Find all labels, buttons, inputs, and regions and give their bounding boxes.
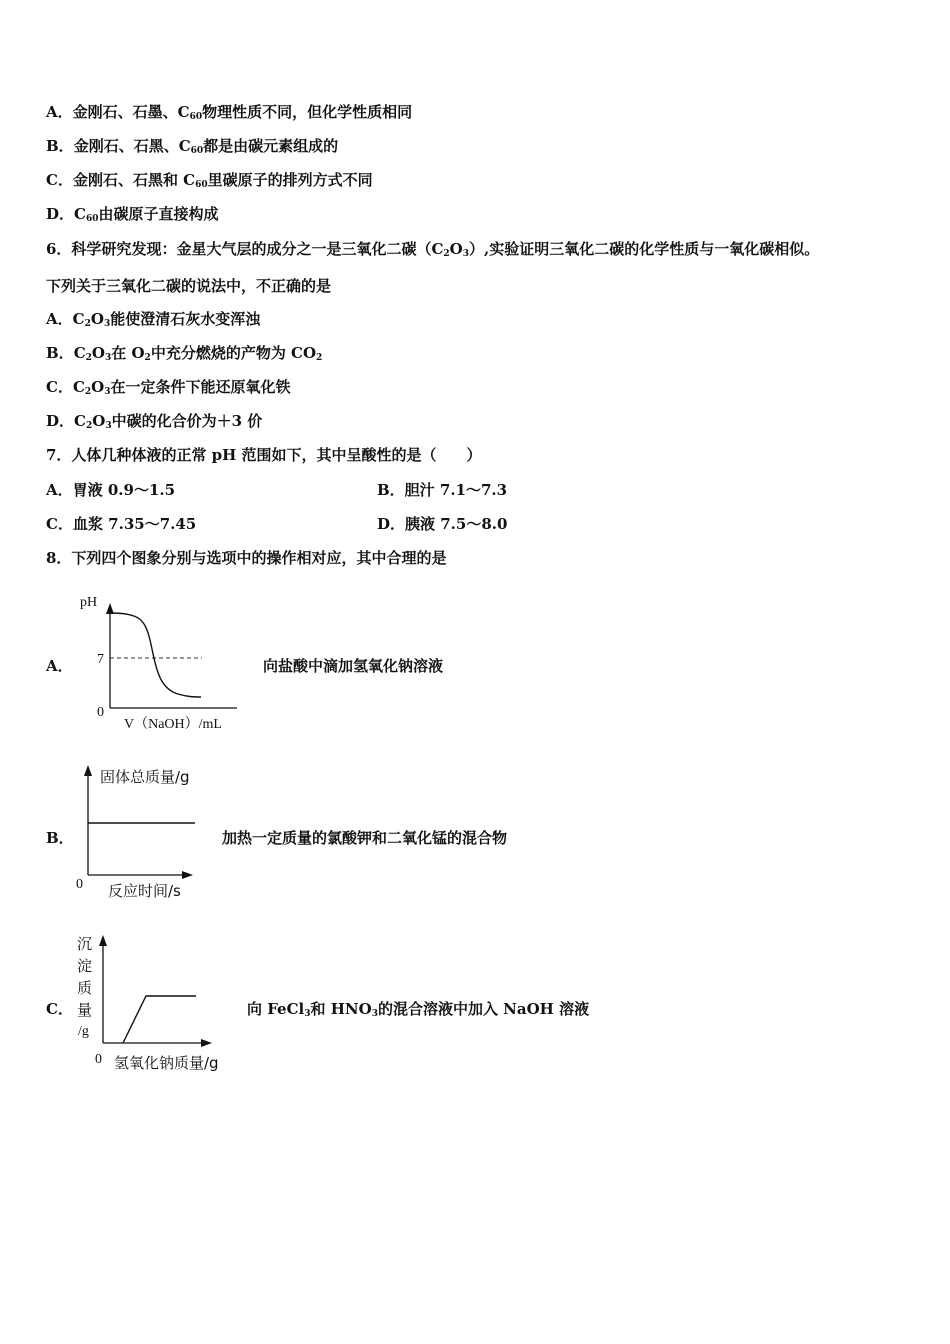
graph-a-origin: 0 — [97, 705, 104, 720]
graph-a-y-label: pH — [80, 595, 98, 610]
q6-option-d: D．$C_2O_3$中碳的化合价为＋3 价 — [46, 412, 263, 431]
q8-stem: 8．下列四个图象分别与选项中的操作相对应，其中合理的是 — [46, 549, 447, 567]
graph-a-tick-7: 7 — [97, 652, 104, 667]
graph-c-y-label-char: 淀 — [77, 957, 93, 975]
q6-stem: 6．科学研究发现：金星大气层的成分之一是三氧化二碳$(C_2O_3)$,实验证明三氧化二碳的化学性质与一氧化碳相似。 — [46, 240, 820, 259]
q7-option-a: A．胃液 0.9～1.5 — [46, 481, 176, 499]
graph-b-y-label: 固体总质量/g — [100, 768, 190, 786]
q8-option-a-label: A． — [46, 657, 73, 675]
q6-option-c: C．$C_2O_3$在一定条件下能还原氧化铁 — [46, 378, 291, 397]
graph-a-x-label: V（NaOH）/mL — [124, 717, 222, 732]
q8-option-c-desc: 向 FeCl$_3$和 $HNO_3$的混合溶液中加入 NaOH 溶液 — [247, 1000, 590, 1019]
q5-option-b: B．金刚石、石黑、$C_{60}$都是由碳元素组成的 — [46, 137, 339, 156]
q6-option-a: A．$C_2O_3$能使澄清石灰水变浑浊 — [46, 310, 261, 329]
graph-c-y-label-unit: /g — [78, 1024, 89, 1039]
q5-option-c: C．金刚石、石黑和 $C_{60}$里碳原子的排列方式不同 — [46, 171, 373, 190]
q5-option-a: A．金刚石、石墨、$C_{60}$物理性质不同，但化学性质相同 — [46, 103, 413, 122]
q7-stem: 7．人体几种体液的正常 pH 范围如下，其中呈酸性的是（ ） — [46, 446, 482, 464]
graph-c-y-arrow — [99, 935, 107, 946]
graph-c-y-label-char: 质 — [77, 979, 93, 997]
q6-option-b: B．$C_2O_3$在 $O_2$中充分燃烧的产物为 $CO_2$ — [46, 344, 323, 363]
q8-option-a-desc: 向盐酸中滴加氢氧化钠溶液 — [263, 657, 444, 675]
q7-option-c: C．血浆 7.35～7.45 — [46, 515, 197, 533]
q7-option-b: B．胆汁 7.1～7.3 — [377, 481, 508, 499]
graph-c-x-label: 氢氧化钠质量/g — [114, 1054, 219, 1072]
graph-c-curve — [123, 996, 196, 1043]
graph-b-origin: 0 — [76, 877, 83, 892]
q8-option-b-label: B． — [46, 829, 74, 847]
graph-c-origin: 0 — [95, 1052, 102, 1067]
graph-c-y-label-char: 沉 — [77, 935, 93, 953]
graph-c-x-arrow — [201, 1039, 212, 1047]
q8-option-b-desc: 加热一定质量的氯酸钾和二氧化锰的混合物 — [222, 829, 508, 847]
q7-option-d: D．胰液 7.5～8.0 — [377, 515, 508, 533]
q5-option-d: D．$C_{60}$由碳原子直接构成 — [46, 205, 219, 224]
q6-stem-line2: 下列关于三氧化二碳的说法中，不正确的是 — [46, 277, 332, 295]
q8-option-c-label: C． — [46, 1000, 73, 1018]
graph-b-x-label: 反应时间/s — [108, 882, 181, 900]
graph-c-y-label-char: 量 — [77, 1001, 93, 1019]
